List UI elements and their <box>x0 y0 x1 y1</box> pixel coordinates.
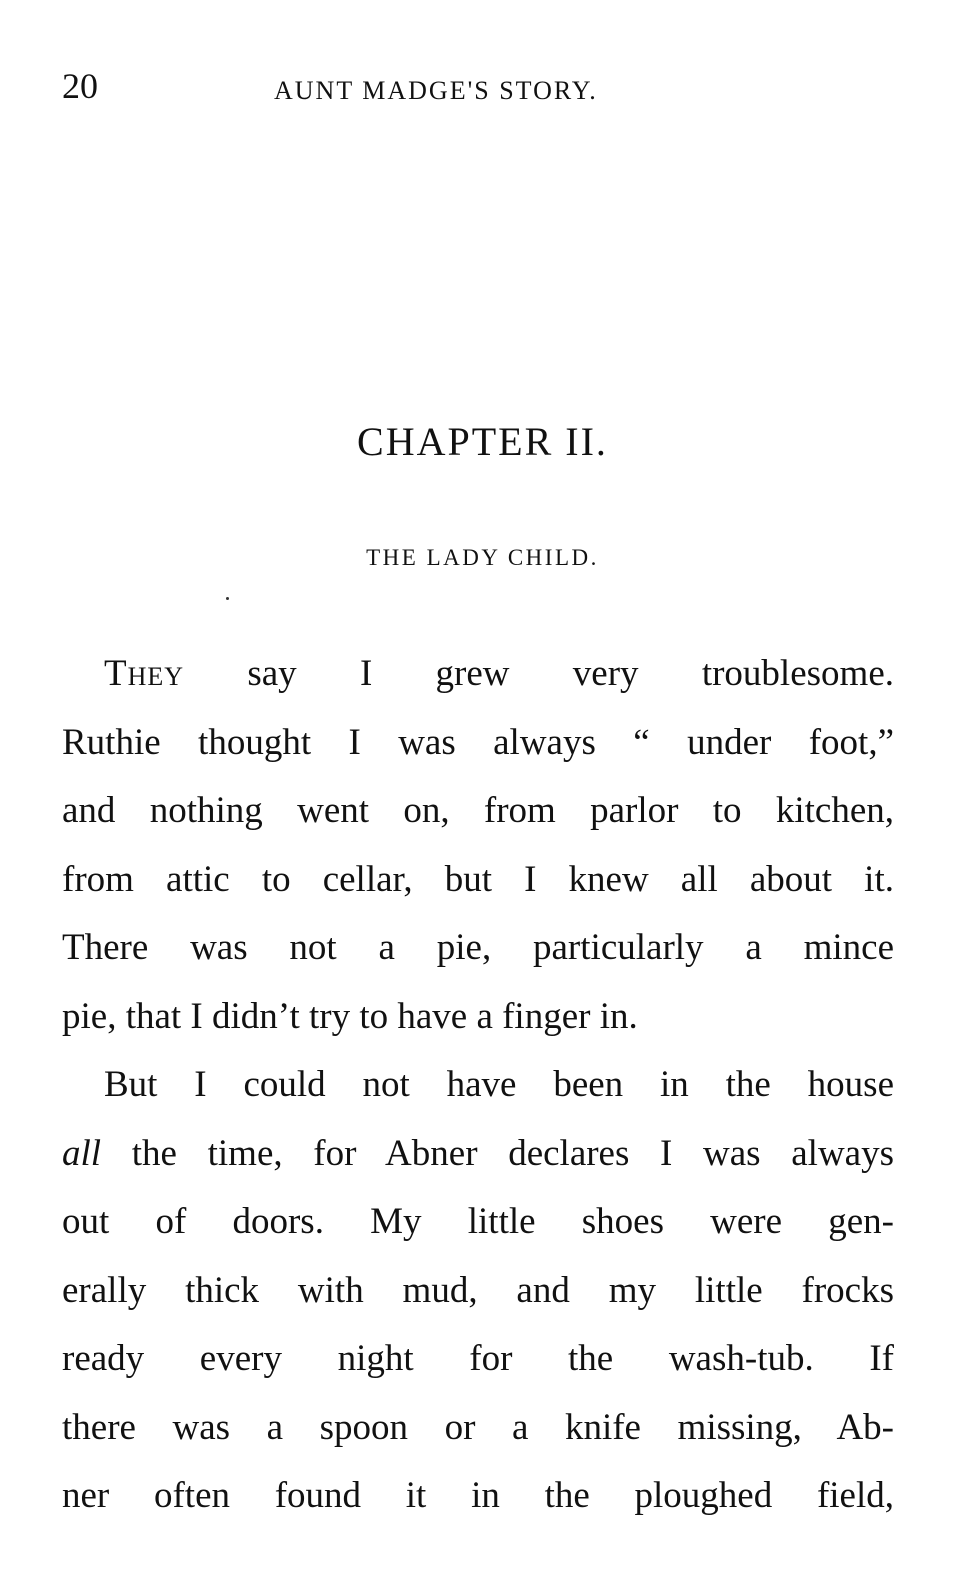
text-line <box>62 1120 894 1189</box>
line-text: say I grew very troublesome. <box>184 653 894 694</box>
line-text: the time, for Abner declares I was always <box>101 1132 894 1174</box>
chapter-title: CHAPTER II. <box>357 419 608 464</box>
chapter-subtitle: THE LADY CHILD. <box>366 545 599 570</box>
text-line: Ruthie thought I was always “ under foot,” <box>62 721 894 763</box>
text-line: out of doors. My little shoes were gen- <box>62 1201 894 1242</box>
body-text <box>62 640 894 1531</box>
text-line: pie, that I didn’t try to have a finger in. <box>62 995 638 1037</box>
text-line <box>62 640 894 709</box>
italic-word: all <box>62 1132 102 1174</box>
text-line: But I could not have been in the house <box>104 1064 894 1105</box>
page-number: 20 <box>62 66 98 106</box>
text-line: from attic to cellar, but I knew all about it. <box>62 858 894 900</box>
text-line: and nothing went on, from parlor to kitchen, <box>62 790 894 831</box>
text-line: there was a spoon or a knife missing, Ab- <box>62 1406 894 1448</box>
text-line: ner often found it in the ploughed field, <box>62 1475 894 1516</box>
text-line: erally thick with mud, and my little frocks <box>62 1269 894 1311</box>
text-line: ready every night for the wash-tub. If <box>62 1338 894 1379</box>
text-line: There was not a pie, particularly a mince <box>62 927 894 968</box>
running-head: AUNT MADGE'S STORY. <box>274 76 598 105</box>
drop-word: They <box>104 653 185 694</box>
print-speck <box>226 597 229 600</box>
